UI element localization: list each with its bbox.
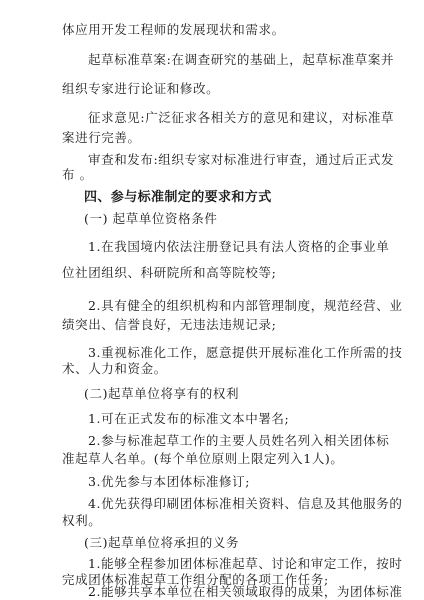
text-line-15: 术、人力和资金。 (62, 361, 167, 376)
text-line-10: 1.在我国境内依法注册登记具有法人资格的企事业单 (88, 239, 390, 254)
text-line-6: 审查和发布:组织专家对标准进行审查，通过后正式发 (88, 152, 395, 167)
text-line-11: 位社团组织、科研院所和高等院校等; (62, 265, 277, 280)
subsection-heading-3: (三)起草单位将承担的义务 (84, 535, 240, 550)
text-line-18: 2.参与标准起草工作的主要人员姓名列入相关团体标 (88, 433, 390, 448)
text-line-24: 1.能够全程参加团体标准起草、讨论和审定工作，按时 (88, 556, 403, 571)
text-line-3: 组织专家进行论证和修改。 (62, 81, 220, 96)
text-line-1: 体应用开发工程师的发展现状和需求。 (62, 22, 285, 37)
text-line-22: 权利。 (62, 513, 102, 528)
text-line-25: 完成团体标准起草工作组分配的各项工作任务; (62, 572, 329, 587)
text-line-19: 准起草人名单。(每个单位原则上限定列入1人)。 (62, 451, 344, 466)
text-line-4: 征求意见:广泛征求各相关方的意见和建议，对标准草 (88, 110, 395, 125)
text-line-5: 案进行完善。 (62, 130, 141, 145)
text-line-7: 布 。 (62, 167, 93, 182)
text-line-26: 2.能够共享本单位在相关领域取得的成果，为团体标准 (88, 584, 403, 599)
text-line-20: 3.优先参与本团体标准修订; (88, 474, 251, 489)
text-line-17: 1.可在正式发布的标准文本中署名; (88, 411, 290, 426)
subsection-heading-1: (一) 起草单位资格条件 (84, 211, 218, 226)
section-heading: 四、参与标准制定的要求和方式 (84, 190, 272, 205)
text-line-2: 起草标准草案:在调查研究的基础上，起草标准草案并 (88, 52, 395, 67)
text-line-12: 2.具有健全的组织机构和内部管理制度，规范经营、业 (88, 298, 403, 313)
text-line-21: 4.优先获得印刷团体标准相关资料、信息及其他服务的 (88, 496, 403, 511)
subsection-heading-2: (二)起草单位将享有的权利 (84, 386, 240, 401)
text-line-13: 绩突出、信誉良好，无违法违规记录; (62, 317, 277, 332)
text-line-14: 3.重视标准化工作，愿意提供开展标准化工作所需的技 (88, 345, 403, 360)
